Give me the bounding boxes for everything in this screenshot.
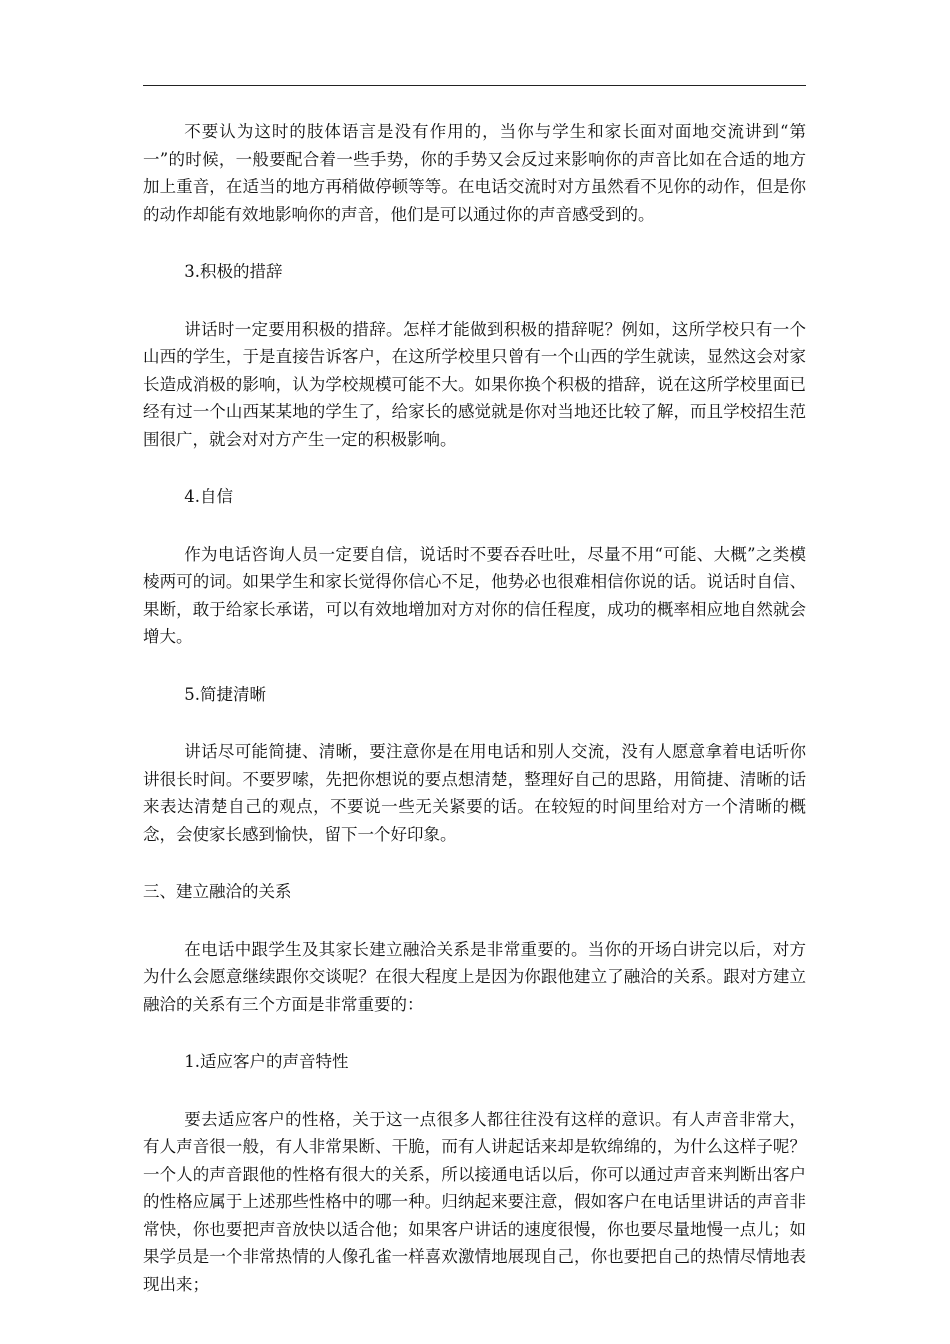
subheading-positive-wording: 3.积极的措辞 bbox=[184, 262, 283, 281]
document-body bbox=[143, 118, 806, 1298]
paragraph-body-language: 不要认为这时的肢体语言是没有作用的，当你与学生和家长面对面地交流讲到“第一”的时候，一般要配合着一些手势，你的手势又会反过来影响你的声音比如在合适的地方加上重音，在适当的地方再稍做停顿等等。在电话交流时对方虽然看不见你的动作，但是你的动作却能有效地影响你的声音，他们是可以通过你的声音感受到的。 bbox=[143, 122, 806, 224]
paragraph-confidence: 作为电话咨询人员一定要自信，说话时不要吞吞吐吐，尽量不用“可能、大概”之类模棱两可的词。如果学生和家长觉得你信心不足，他势必也很难相信你说的话。说话时自信、果断，敢于给家长承诺，可以有效地增加对方对你的信任程度，成功的概率相应地自然就会增大。 bbox=[143, 544, 806, 646]
paragraph-rapport: 在电话中跟学生及其家长建立融洽关系是非常重要的。当你的开场白讲完以后，对方为什么会愿意继续跟你交谈呢？在很大程度上是因为你跟他建立了融洽的关系。跟对方建立融洽的关系有三个方面是非常重要的： bbox=[143, 939, 806, 1014]
paragraph-concise-clear: 讲话尽可能简捷、清晰，要注意你是在用电话和别人交流，没有人愿意拿着电话听你讲很长时间。不要罗嗦，先把你想说的要点想清楚，整理好自己的思路，用简捷、清晰的话来表达清楚自己的观点，不要说一些无关紧要的话。在较短的时间里给对方一个清晰的概念，会使家长感到愉快，留下一个好印象。 bbox=[143, 742, 806, 844]
subheading-adapt-voice: 1.适应客户的声音特性 bbox=[184, 1052, 349, 1071]
paragraph-adapt-voice: 要去适应客户的性格，关于这一点很多人都往往没有这样的意识。有人声音非常大，有人声音很一般，有人非常果断、干脆，而有人讲起话来却是软绵绵的，为什么这样子呢？一个人的声音跟他的性格有很大的关系，所以接通电话以后，你可以通过声音来判断出客户的性格应属于上述那些性格中的哪一种。归纳起来要注意，假如客户在电话里讲话的声音非常快，你也要把声音放快以适合他；如果客户讲话的速度很慢，你也要尽量地慢一点儿；如果学员是一个非常热情的人像孔雀一样喜欢激情地展现自己，你也要把自己的热情尽情地表现出来； bbox=[143, 1109, 806, 1294]
paragraph-positive-wording: 讲话时一定要用积极的措辞。怎样才能做到积极的措辞呢？例如，这所学校只有一个山西的学生，于是直接告诉客户，在这所学校里只曾有一个山西的学生就读，显然这会对家长造成消极的影响，认为学校规模可能不大。如果你换个积极的措辞，说在这所学校里面已经有过一个山西某某地的学生了，给家长的感觉就是你对当地还比较了解，而且学校招生范围很广，就会对对方产生一定的积极影响。 bbox=[143, 319, 806, 449]
subheading-concise-clear: 5.简捷清晰 bbox=[184, 684, 266, 704]
section-heading-rapport: 三、建立融洽的关系 bbox=[143, 882, 292, 901]
subheading-confidence: 4.自信 bbox=[184, 487, 233, 506]
header-rule bbox=[143, 85, 806, 86]
